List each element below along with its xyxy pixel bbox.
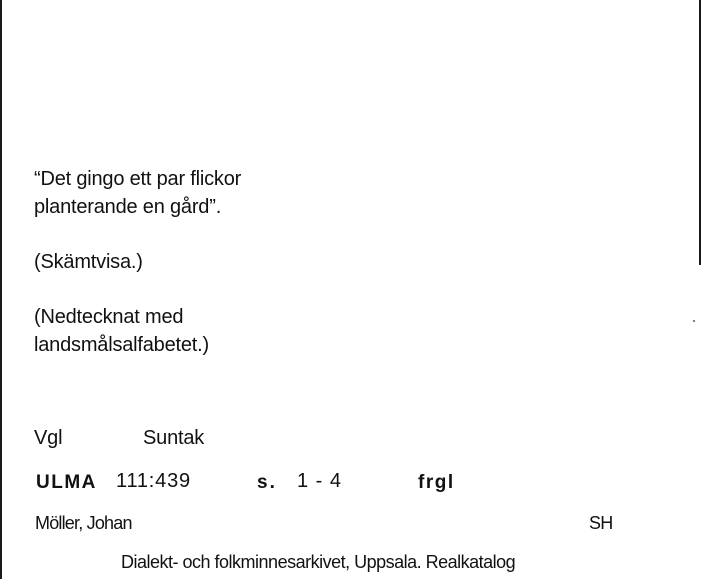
song-title-line-2: planterande en gård”. [34,196,222,218]
scan-speck [693,320,695,322]
archive-footer: Dialekt- och folkminnesarkivet, Uppsala. Realkatalog [121,552,516,572]
page-label: s. [257,472,277,493]
song-title-line-1: “Det gingo ett par flickor [34,168,242,190]
archive-code: ULMA [36,472,97,493]
category-code: frgl [418,472,455,493]
card-right-edge [699,0,701,265]
genre-note: (Skämtvisa.) [34,251,143,273]
notation-note-line-2: landsmålsalfabetet.) [34,334,209,356]
notation-note-line-1: (Nedtecknat med [34,306,184,328]
province-code: Vgl [34,427,63,449]
recorder-name: Möller, Johan [35,513,132,533]
page-range: 1 - 4 [297,470,343,492]
parish-name: Suntak [143,427,205,449]
cataloguer-initials: SH [589,513,613,533]
card-left-edge [0,0,2,579]
archive-number: 111:439 [116,470,191,492]
